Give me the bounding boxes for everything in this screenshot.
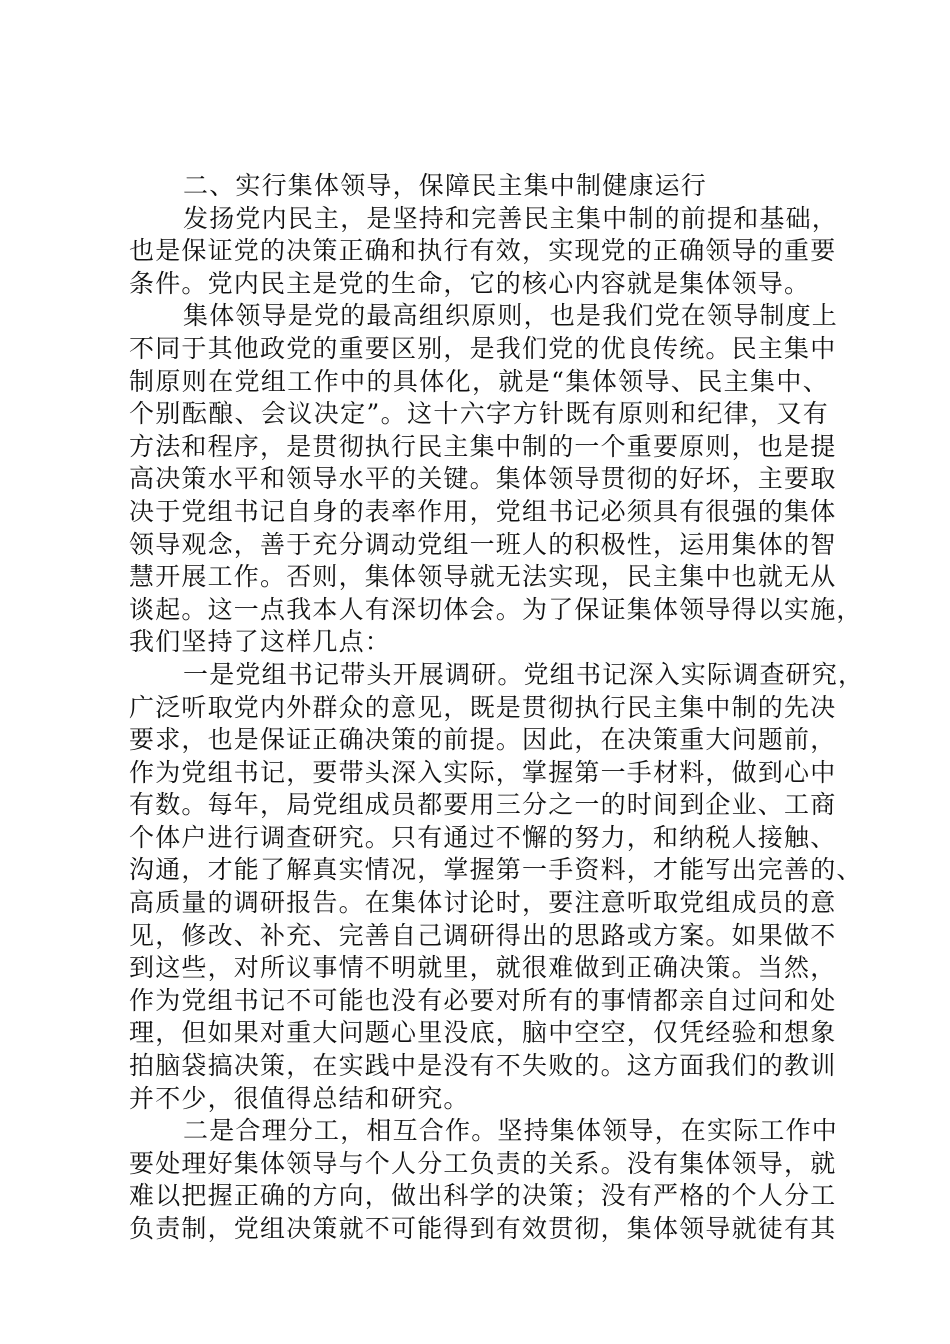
paragraph-2-line-10: 谈起。这一点我本人有深切体会。为了保证集体领导得以实施， [129, 594, 863, 624]
paragraph-3-line-4: 作为党组书记，要带头深入实际，掌握第一手材料，做到心中 [129, 757, 837, 787]
paragraph-2-line-1: 集体领导是党的最高组织原则，也是我们党在领导制度上 [183, 301, 839, 331]
paragraph-3-line-8: 高质量的调研报告。在集体讨论时，要注意听取党组成员的意 [129, 888, 837, 918]
paragraph-1-line-1: 发扬党内民主，是坚持和完善民主集中制的前提和基础， [183, 203, 839, 233]
paragraph-2-line-8: 领导观念，善于充分调动党组一班人的积极性，运用集体的智 [129, 529, 837, 559]
paragraph-4-line-2: 要处理好集体领导与个人分工负责的关系。没有集体领导，就 [129, 1148, 837, 1178]
paragraph-2-line-5: 方法和程序，是贯彻执行民主集中制的一个重要原则，也是提 [129, 431, 837, 461]
paragraph-3-line-1: 一是党组书记带头开展调研。党组书记深入实际调查研究， [183, 659, 865, 689]
paragraph-3-line-10: 到这些，对所议事情不明就里，就很难做到正确决策。当然， [129, 953, 837, 983]
paragraph-1-line-2: 也是保证党的决策正确和执行有效，实现党的正确领导的重要 [129, 236, 837, 266]
paragraph-3-line-3: 要求，也是保证正确决策的前提。因此，在决策重大问题前， [129, 725, 837, 755]
paragraph-3-line-11: 作为党组书记不可能也没有必要对所有的事情都亲自过问和处 [129, 985, 837, 1015]
paragraph-2-line-9: 慧开展工作。否则，集体领导就无法实现，民主集中也就无从 [129, 562, 837, 592]
paragraph-3-line-7: 沟通，才能了解真实情况，掌握第一手资料，才能写出完善的、 [129, 855, 863, 885]
paragraph-3-line-12: 理，但如果对重大问题心里没底，脑中空空，仅凭经验和想象 [129, 1018, 837, 1048]
paragraph-2-line-11: 我们坚持了这样几点： [129, 627, 392, 657]
paragraph-4-line-4: 负责制，党组决策就不可能得到有效贯彻，集体领导就徒有其 [129, 1214, 837, 1243]
paragraph-2-line-2: 不同于其他政党的重要区别，是我们党的优良传统。民主集中 [129, 333, 837, 363]
paragraph-3-line-14: 并不少，很值得总结和研究。 [129, 1083, 470, 1113]
section-heading: 二、实行集体领导，保障民主集中制健康运行 [183, 171, 708, 200]
paragraph-3-line-6: 个体户进行调查研究。只有通过不懈的努力，和纳税人接触、 [129, 822, 837, 852]
paragraph-2-line-4: 个别酝酿、会议决定”。这十六字方针既有原则和纪律，又有 [129, 399, 829, 429]
paragraph-3-line-13: 拍脑袋搞决策，在实践中是没有不失败的。这方面我们的教训 [129, 1051, 837, 1081]
paragraph-2-line-3: 制原则在党组工作中的具体化，就是“集体领导、民主集中、 [129, 366, 829, 396]
paragraph-2-line-7: 决于党组书记自身的表率作用，党组书记必须具有很强的集体 [129, 496, 837, 526]
paragraph-3-line-2: 广泛听取党内外群众的意见，既是贯彻执行民主集中制的先决 [129, 692, 837, 722]
paragraph-2-line-6: 高决策水平和领导水平的关键。集体领导贯彻的好坏，主要取 [129, 464, 837, 494]
paragraph-3-line-5: 有数。每年，局党组成员都要用三分之一的时间到企业、工商 [129, 790, 837, 820]
paragraph-4-line-1: 二是合理分工，相互合作。坚持集体领导，在实际工作中 [183, 1116, 839, 1146]
paragraph-3-line-9: 见，修改、补充、完善自己调研得出的思路或方案。如果做不 [129, 920, 837, 950]
document-body [129, 170, 865, 1246]
paragraph-1-line-3: 条件。党内民主是党的生命，它的核心内容就是集体领导。 [129, 268, 811, 298]
paragraph-4-line-3: 难以把握正确的方向，做出科学的决策；没有严格的个人分工 [129, 1181, 837, 1211]
